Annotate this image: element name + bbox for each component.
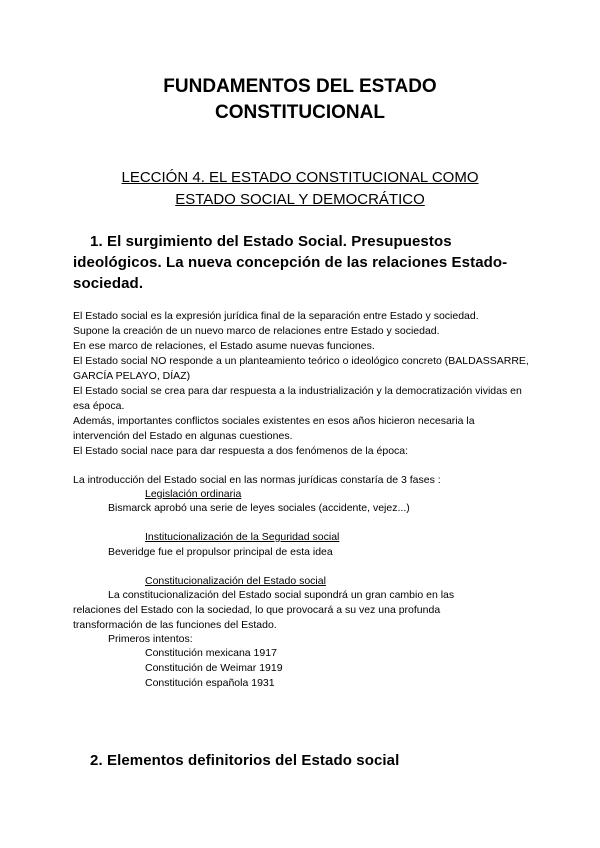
lesson-title-line-1: LECCIÓN 4. EL ESTADO CONSTITUCIONAL COMO <box>121 169 479 186</box>
phase-1-text: Bismarck aprobó una serie de leyes sociales (accidente, vejez...) <box>108 502 410 514</box>
phases-intro: La introducción del Estado social en las normas jurídicas constaría de 3 fases : <box>73 474 441 486</box>
intro-text <box>73 309 533 459</box>
phase-1-title: Legislación ordinaria <box>145 488 242 500</box>
intro-paragraph: El Estado social es la expresión jurídica final de la separación entre Estado y sociedad. <box>73 310 479 322</box>
section-2-heading: 2. Elementos definitorios del Estado social <box>90 752 400 769</box>
first-attempts-label: Primeros intentos: <box>108 633 193 645</box>
intro-paragraph: Supone la creación de un nuevo marco de relaciones entre Estado y sociedad. <box>73 325 440 337</box>
constitution-item: Constitución de Weimar 1919 <box>145 662 283 674</box>
phase-2-title: Institucionalización de la Seguridad social <box>145 531 340 543</box>
document-title-line-1: FUNDAMENTOS DEL ESTADO <box>163 76 437 97</box>
document-title-line-2: CONSTITUCIONAL <box>215 102 385 123</box>
phase-3-title: Constitucionalización del Estado social <box>145 575 326 587</box>
constitution-item: Constitución española 1931 <box>145 677 275 689</box>
intro-paragraph: El Estado social NO responde a un planteamiento teórico o ideológico concreto (BALDASSARRE, GARCÍA PELAYO, DÍAZ) <box>73 355 529 382</box>
phase-2-text: Beveridge fue el propulsor principal de esta idea <box>108 546 333 558</box>
intro-paragraph: El Estado social nace para dar respuesta a dos fenómenos de la época: <box>73 445 409 457</box>
lesson-title-line-2: ESTADO SOCIAL Y DEMOCRÁTICO <box>175 191 425 208</box>
constitution-item: Constitución mexicana 1917 <box>145 647 277 659</box>
section-1-heading: 1. El surgimiento del Estado Social. Presupuestos ideológicos. La nueva concepción de las relaciones Estado-sociedad. <box>73 233 508 292</box>
phase-3-text: La constitucionalización del Estado social supondrá un gran cambio en las relaciones del Estado con la sociedad, lo que provocará a su vez una profunda transformación de las funciones del Estado. <box>73 589 455 631</box>
intro-paragraph: En ese marco de relaciones, el Estado asume nuevas funciones. <box>73 340 375 352</box>
intro-paragraph: Además, importantes conflictos sociales existentes en esos años hicieron necesaria la intervención del Estado en algunas cuestiones. <box>73 415 475 442</box>
intro-paragraph: El Estado social se crea para dar respuesta a la industrialización y la democratización vividas en esa época. <box>73 385 522 412</box>
